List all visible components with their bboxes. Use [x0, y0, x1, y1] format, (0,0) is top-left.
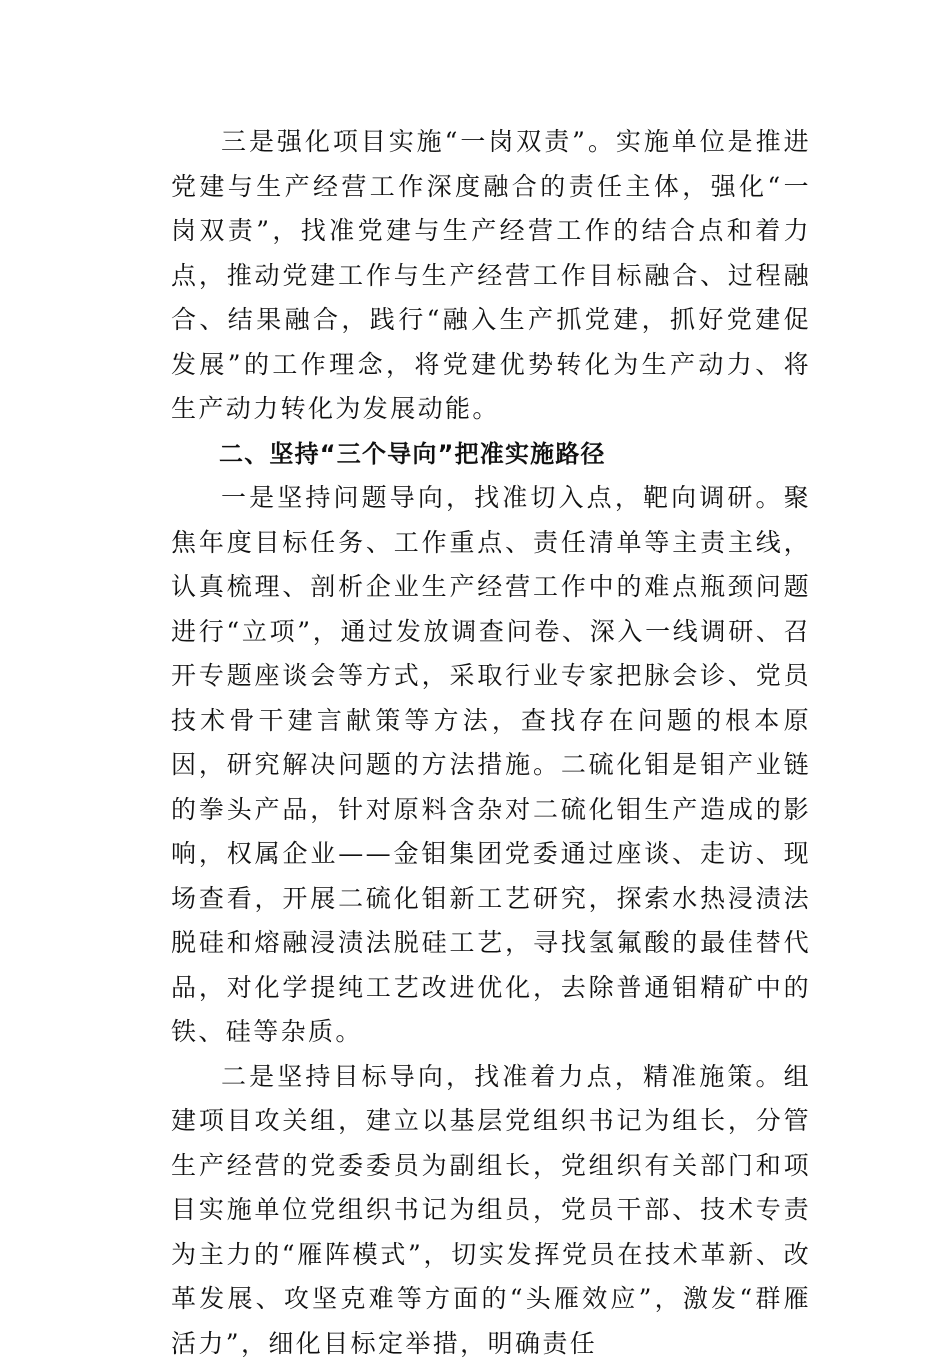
- section-heading-three-orientations: 二、坚持“三个导向”把准实施路径: [171, 432, 811, 477]
- paragraph-goal-orientation: 二是坚持目标导向，找准着力点，精准施策。组建项目攻关组，建立以基层党组织书记为组长，分管生产经营的党委委员为副组长，党组织有关部门和项目实施单位党组织书记为组员，党员干部、技术专责为主力的“雁阵模式”，切实发挥党员在技术革新、改革发展、攻坚克难等方面的“头雁效应”，激发“群雁活力”，细化目标定举措，明确责任: [171, 1055, 811, 1366]
- paragraph-one-post-two-duties: 三是强化项目实施“一岗双责”。实施单位是推进党建与生产经营工作深度融合的责任主体，强化“一岗双责”，找准党建与生产经营工作的结合点和着力点，推动党建工作与生产经营工作目标融合、过程融合、结果融合，践行“融入生产抓党建，抓好党建促发展”的工作理念，将党建优势转化为生产动力、将生产动力转化为发展动能。: [171, 120, 811, 432]
- paragraph-problem-orientation: 一是坚持问题导向，找准切入点，靶向调研。聚焦年度目标任务、工作重点、责任清单等主责主线，认真梳理、剖析企业生产经营工作中的难点瓶颈问题进行“立项”，通过发放调查问卷、深入一线调研、召开专题座谈会等方式，采取行业专家把脉会诊、党员技术骨干建言献策等方法，查找存在问题的根本原因，研究解决问题的方法措施。二硫化钼是钼产业链的拳头产品，针对原料含杂对二硫化钼生产造成的影响，权属企业——金钼集团党委通过座谈、走访、现场查看，开展二硫化钼新工艺研究，探索水热浸渍法脱硅和熔融浸渍法脱硅工艺，寻找氢氟酸的最佳替代品，对化学提纯工艺改进优化，去除普通钼精矿中的铁、硅等杂质。: [171, 476, 811, 1055]
- document-body: [171, 120, 811, 1366]
